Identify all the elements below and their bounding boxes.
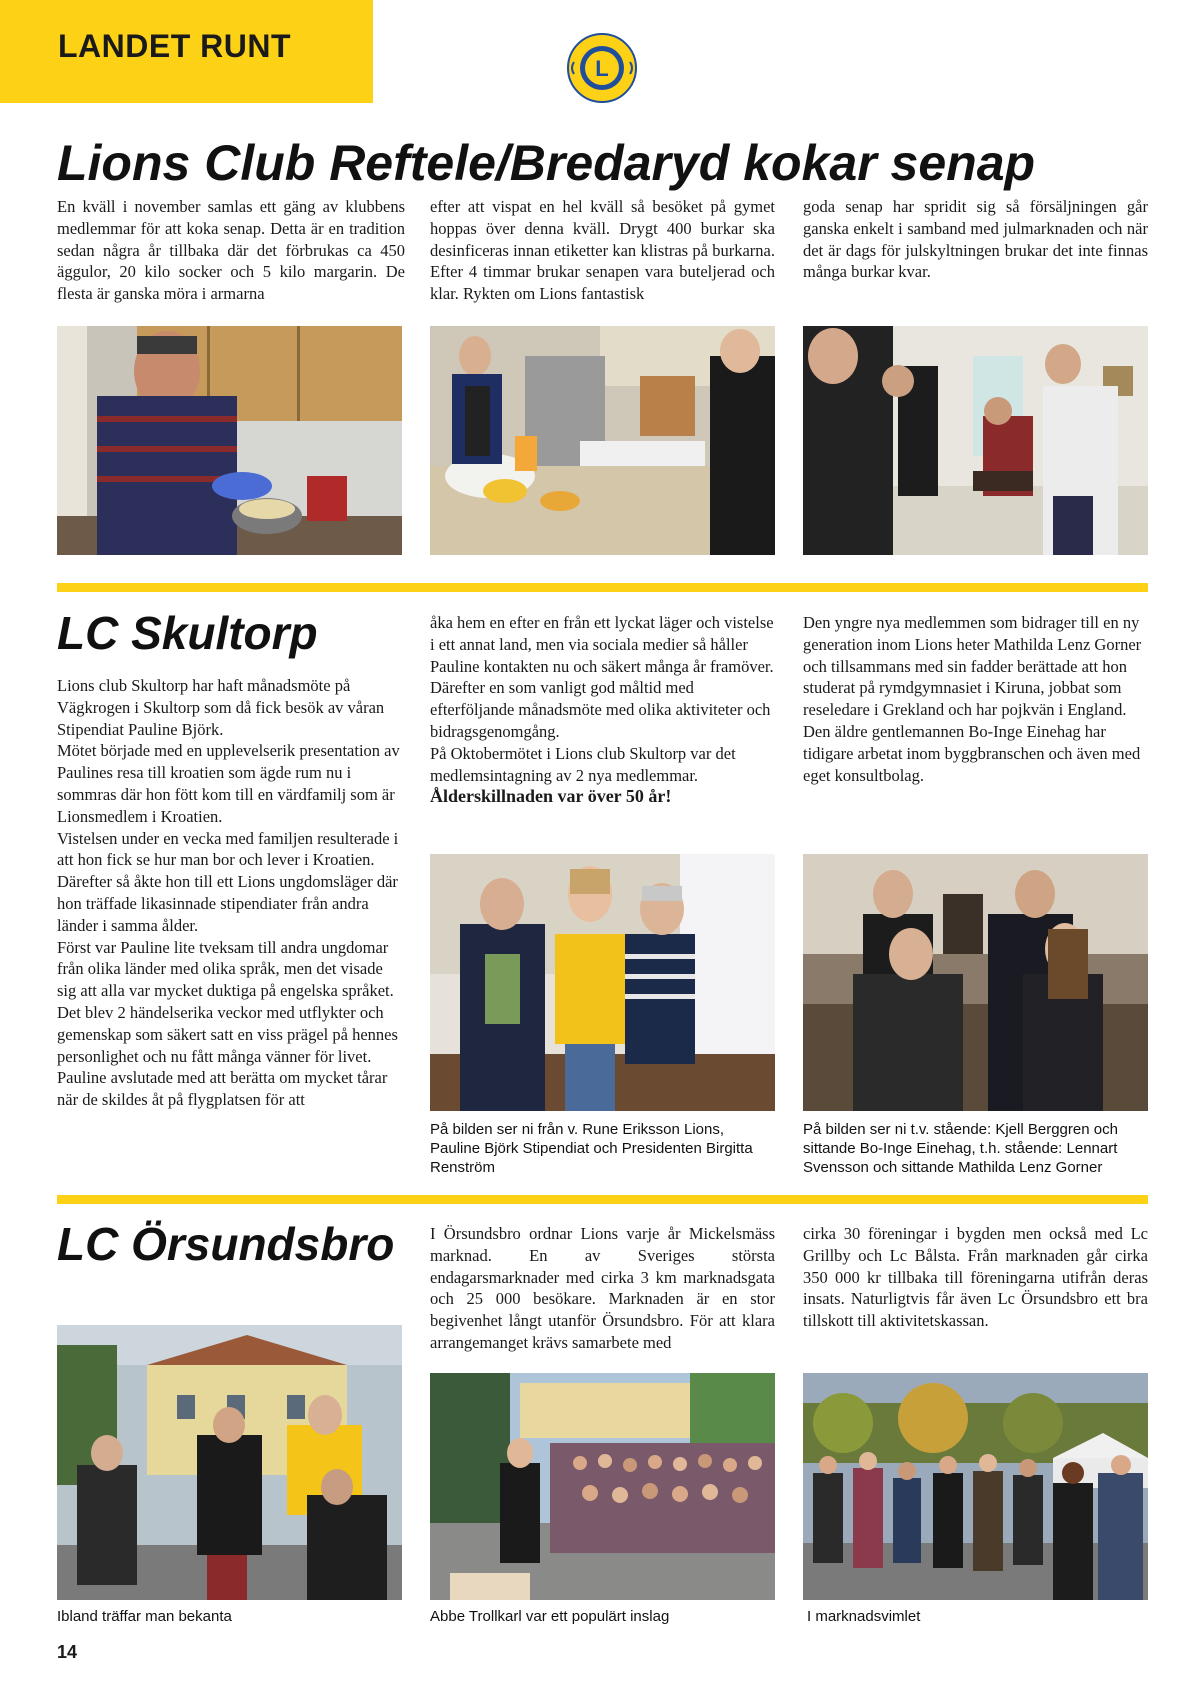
page-number: 14 [57,1642,78,1662]
article-title-orsundsbro: LC Örsundsbro [57,1218,395,1270]
article3-col2: I Örsundsbro ordnar Lions varje år Mickelsmäss marknad. En av Sveriges största endagarsmarknader med cirka 3 km marknadsgata och 25 000 besökare. Marknaden är en stor begivenhet långt utanför Örsundsbro. För att klara arrangemanget krävs samarbete med [430,1224,775,1352]
caption-photo-acquaintances: Ibland träffar man bekanta [57,1608,232,1625]
caption-photo-crowd: I marknadsvimlet [807,1608,921,1625]
photo-man-cooking [57,326,402,555]
article1-col3: goda senap har spridit sig så försäljningen går ganska enkelt i samband med julmarknaden och när det är dags för julskyltningen brukar det inte finnas många burkar kvar. [803,197,1148,282]
paragraph: Lions club Skultorp har haft månadsmöte på Vägkrogen i Skultorp som då fick besök av våran Stipendiat Pauline Björk. [57,676,385,739]
photo-stipendiat-group [430,854,775,1111]
paragraph: Den äldre gentlemannen Bo-Inge Einehag har tidigare arbetat inom byggbranschen och även med eget konsultbolag. [803,721,1141,785]
caption-photo-magician: Abbe Trollkarl var ett populärt inslag [430,1608,670,1625]
photo-kitchen-prep [430,326,775,555]
paragraph: Mötet började med en upplevelserik presentation av Paulines resa till kroatien som ägde rum nu i sommras där hon fött kom till en värdfamilj som är Lionsmedlem i Kroatien. [57,741,400,826]
article1-col2: efter att vispat en hel kväll så besöket på gymet hoppas över denna kväll. Drygt 400 burkar ska desinficeras innan etiketter kan klistras på burkarna. Efter 4 timmar brukar senapen vara buteljerad och klar. Rykten om Lions fantastisk [430,197,775,304]
photo-market-acquaintances [57,1325,402,1600]
svg-text:L: L [595,56,609,81]
lions-logo-icon [566,32,638,104]
article2-col1 [57,675,405,1111]
paragraph: åka hem en efter en från ett lyckat läger och vistelse i ett annat land, men via sociala medier så håller Pauline kontakten nu och säkert många år framöver. Därefter en som vanligt god måltid med efterföljande månadsmöte med olika aktiviteter och bidragsgenomgång. [430,613,774,741]
photo-market-crowd [803,1373,1148,1600]
article1-col1: En kväll i november samlas ett gäng av klubbens medlemmar för att koka senap. Detta är en tradition sedan några år tillbaka där det förbrukas ca 450 äggulor, 20 kilo socker och 5 kilo margarin. De flesta är ganska möra i armarna [57,197,405,304]
article-title-reftele: Lions Club Reftele/Bredaryd kokar senap [57,135,1036,191]
caption-photo-stipendiat: På bilden ser ni från v. Rune Eriksson Lions, Pauline Björk Stipendiat och Presidenten Birgitta Renström [430,1121,753,1176]
caption-photo-members: På bilden ser ni t.v. stående: Kjell Berggren och sittande Bo-Inge Einehag, t.h. stående: Lennart Svensson och sittande Mathilda Lenz Gorner [803,1121,1118,1176]
article2-col3 [803,612,1148,786]
paragraph: Vistelsen under en vecka med familjen resulterade i att hon fick se hur man bor och lever i Kroatien. [57,828,399,870]
paragraph: Det blev 2 händelserika veckor med utflykter och gemenskap som säkert satt en viss prägel på hennes personlighet och nu fått många vänner för livet. [57,1002,398,1066]
paragraph: Den yngre nya medlemmen som bidrager till en ny generation inom Lions heter Mathilda Lenz Gorner och tillsammans med sin fadder berättade att hon studerat på rymdgymnasiet i Kiruna, jobbat som reseledare i Grekland och har pojkvän i England. [803,613,1142,720]
divider-rule [57,583,1148,592]
paragraph: Därefter så åkte hon till ett Lions ungdomsläger där hon träffade likasinnade stipendiater från andra länder i samma ålder. [57,872,398,935]
article3-col3: cirka 30 föreningar i bygden men också med Lc Grillby och Lc Bålsta. Från marknaden går cirka 350 000 kr tillbaka till föreningarna utifrån deras insats. Naturligtvis får även Lc Örsundsbro ett bra tillskott till aktivitetskassan. [803,1224,1148,1331]
photo-new-members [803,854,1148,1111]
section-label: LANDET RUNT [58,28,292,64]
divider-rule [57,1195,1148,1204]
article2-col2 [430,612,775,808]
photo-men-packing [803,326,1148,555]
paragraph: Först var Pauline lite tveksam till andra ungdomar från olika länder med olika språk, men det visade sig att alla var mycket duktiga på engelska språket. [57,937,394,1001]
paragraph: På Oktobermötet i Lions club Skultorp var det medlemsintagning av 2 nya medlemmar. [430,743,736,785]
photo-magician-show [430,1373,775,1600]
article-title-skultorp: LC Skultorp [57,607,318,659]
paragraph: Pauline avslutade med att berätta om mycket tårar när de skildes åt på flygplatsen för att [57,1068,388,1110]
highlight-text: Ålderskillnaden var över 50 år! [430,786,672,807]
